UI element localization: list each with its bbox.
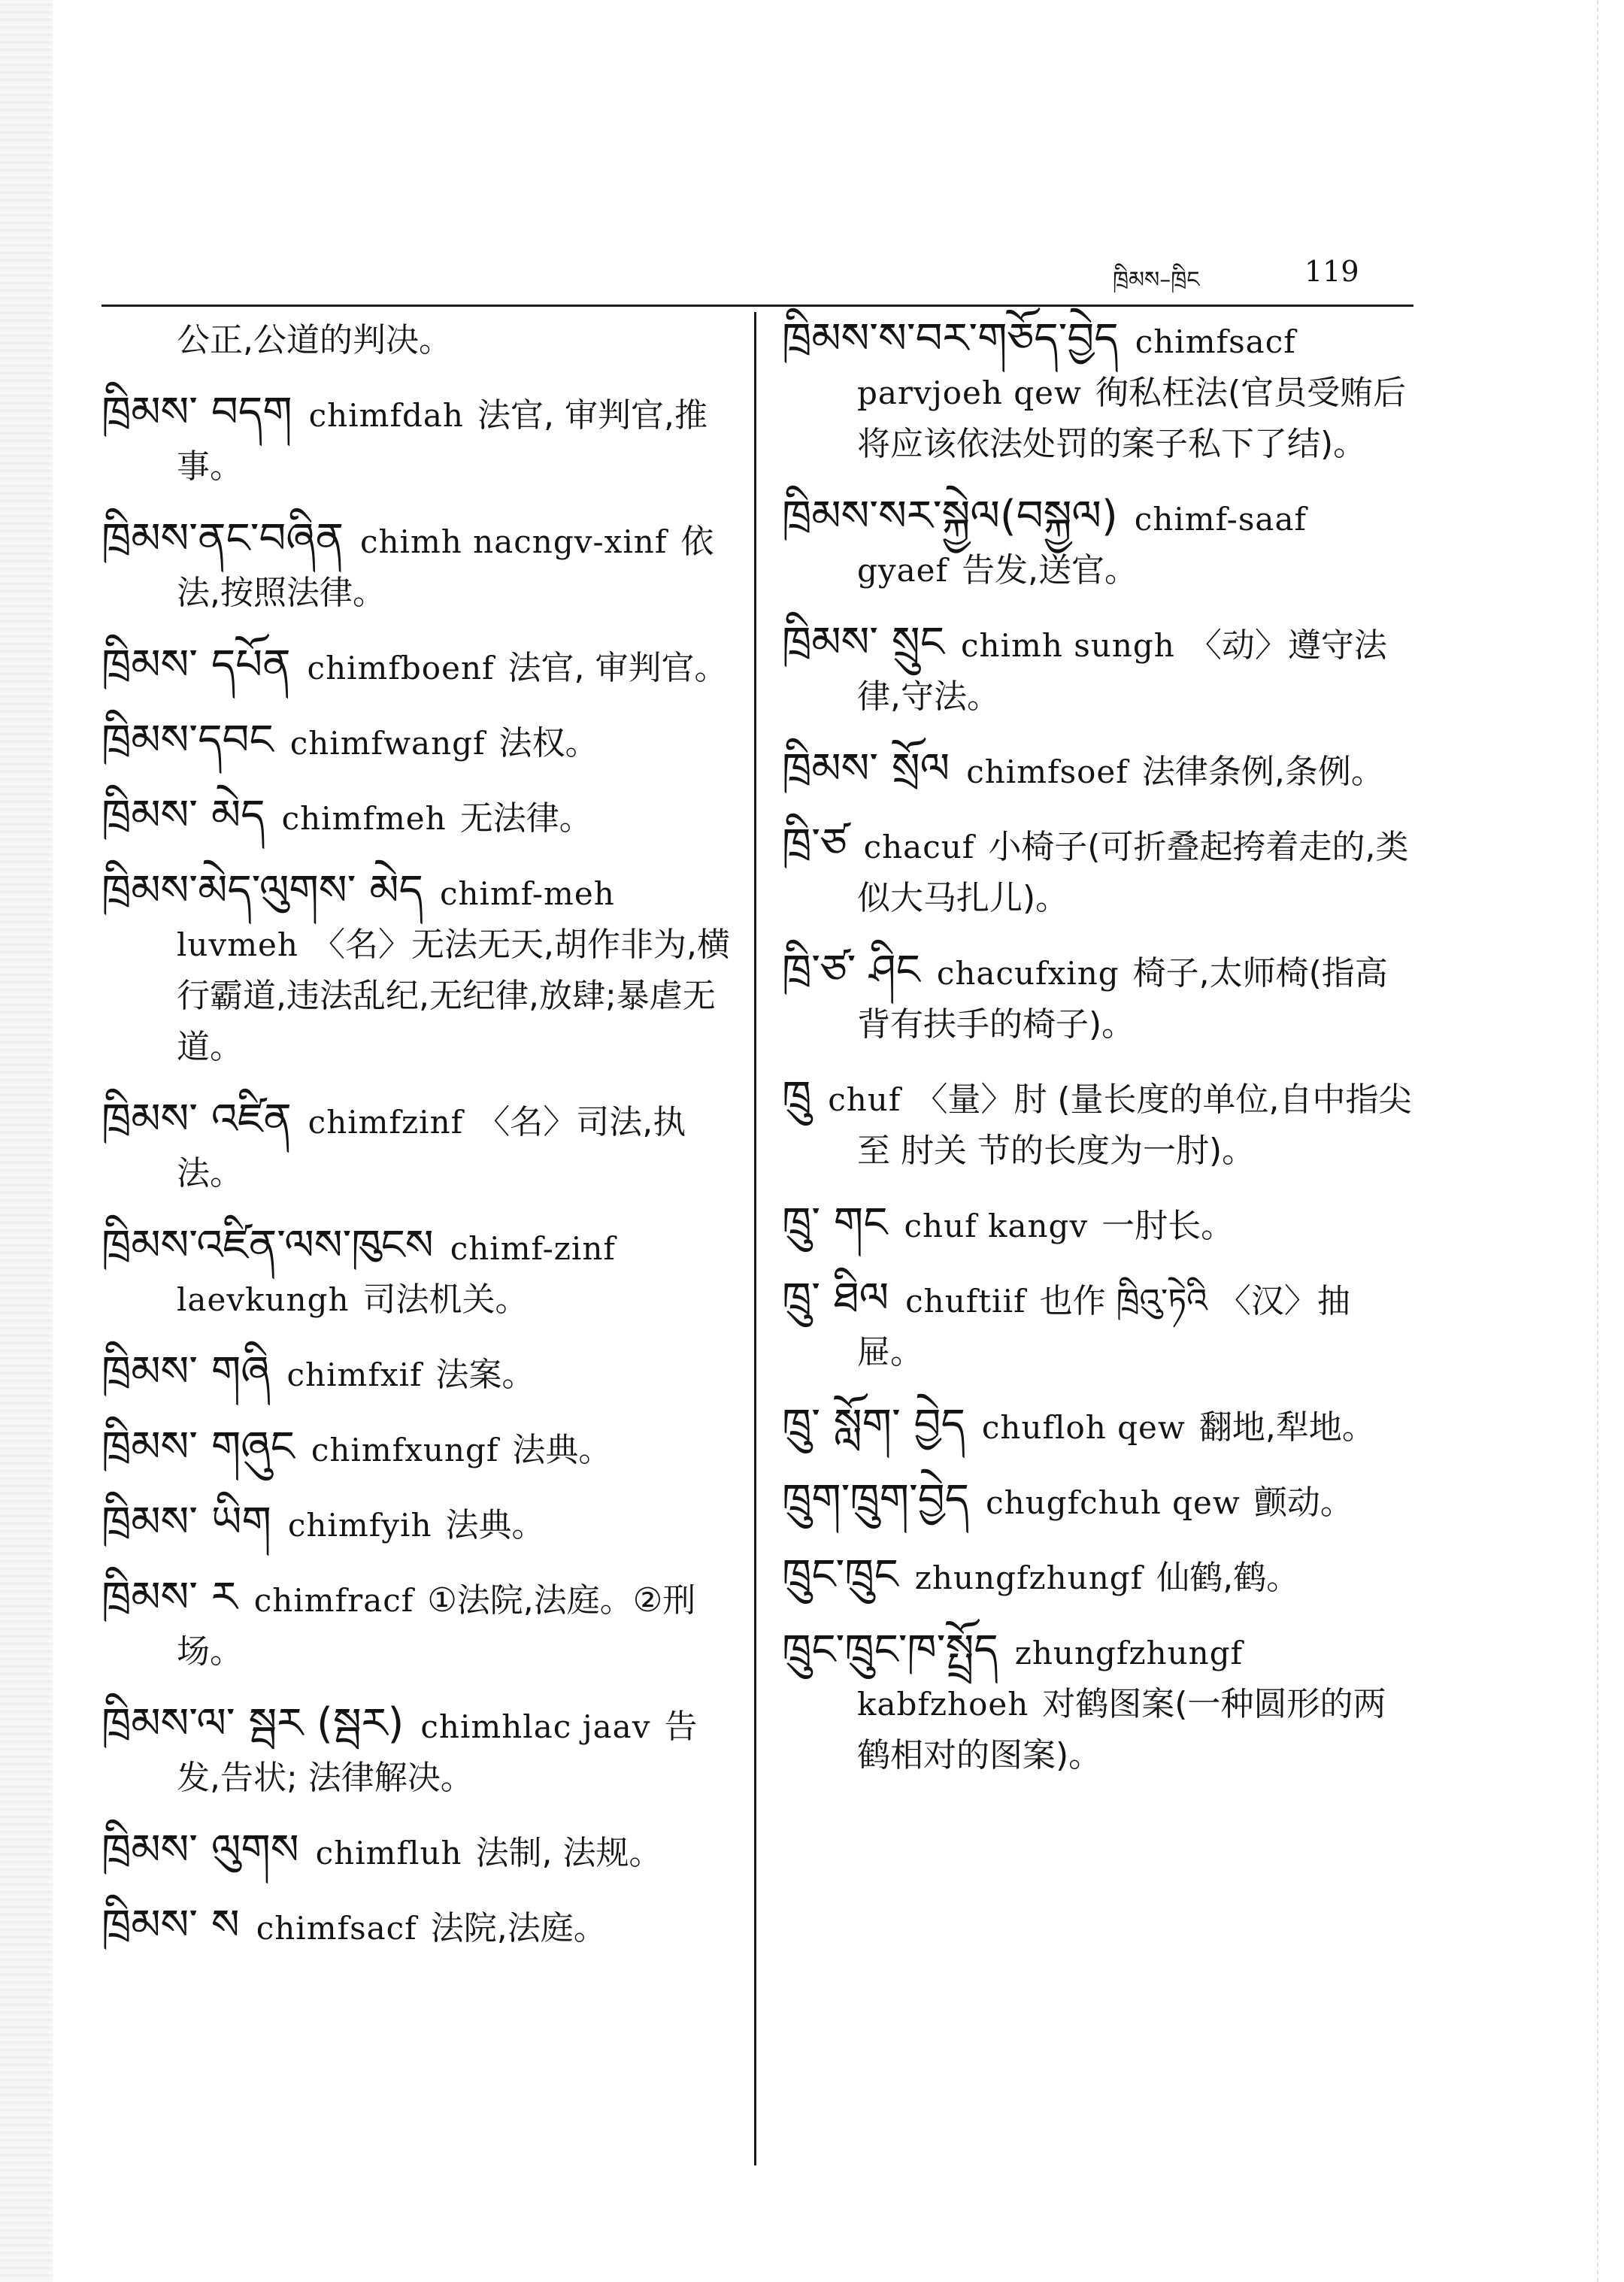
definition: 告发,送官。: [962, 551, 1138, 589]
headword: ཁྲིམས་ལ་ སྦར (སྦར): [102, 1699, 404, 1748]
headword: ཁྲུག་ཁྲུག་བྱེད: [782, 1475, 970, 1524]
definition: 也作 ཁྲིའུ་ཏེའི 〈汉〉抽屉。: [857, 1282, 1350, 1371]
dictionary-entry: [102, 791, 733, 844]
definition: 法制, 法规。: [475, 1834, 662, 1872]
dictionary-entry: [782, 1550, 1413, 1603]
definition: 依法,按照法律。: [177, 523, 714, 612]
dictionary-entry: [782, 820, 1413, 923]
romanization: chimhlac jaav: [420, 1708, 651, 1745]
definition: 法案。: [435, 1356, 535, 1394]
romanization: chimh sungh: [961, 627, 1175, 664]
header-rule: [102, 305, 1413, 307]
romanization: chugfchuh qew: [986, 1484, 1241, 1521]
dictionary-entry: [102, 716, 733, 768]
definition: 颤动。: [1253, 1483, 1353, 1522]
romanization: chuf kangv: [904, 1208, 1089, 1244]
romanization: chimfwangf: [289, 725, 486, 762]
definition: 公正,公道的判决。: [177, 321, 452, 359]
dictionary-entry: [782, 1400, 1413, 1453]
headword: ཁྲིམས་ སྲུང: [782, 618, 944, 667]
dictionary-entry: [782, 946, 1413, 1050]
right-column: [782, 314, 1413, 1803]
romanization: chimfyih: [287, 1507, 432, 1544]
romanization: chimfluh: [315, 1835, 462, 1871]
headword: ཁྲིམས་ སྲོལ: [782, 744, 950, 793]
romanization: chimfmeh: [281, 800, 447, 837]
headword: ཁྲིམས་ དཔོན: [102, 641, 291, 689]
dictionary-entry: [782, 1072, 1413, 1176]
definition: 徇私枉法(官员受贿后将应该依法处罚的案子私下了结)。: [857, 374, 1407, 463]
dictionary-entry: [782, 314, 1413, 469]
dictionary-entry: [102, 514, 733, 618]
romanization: chimfboenf: [307, 650, 495, 686]
guide-words: ཁྲིམས–ཁྲིང: [1113, 267, 1200, 293]
romanization: chacufxing: [936, 955, 1120, 992]
headword: ཁྲིམས་ འཛིན: [102, 1095, 292, 1144]
romanization: chimfsacf parvjoeh qew: [857, 323, 1296, 411]
headword: ཁྲིམས་ནང་བཞིན: [102, 514, 344, 563]
dictionary-entry: [102, 1901, 733, 1953]
dictionary-entry: [102, 388, 733, 492]
definition: 〈量〉肘 (量长度的单位,自中指尖至 肘关 节的长度为一肘)。: [857, 1080, 1412, 1170]
romanization: chimf-zinf laevkungh: [177, 1230, 616, 1318]
dictionary-entry: [102, 1095, 733, 1199]
headword: ཁྲིམས་ གཞུང: [102, 1423, 295, 1471]
romanization: zhungfzhungf: [914, 1559, 1144, 1596]
romanization: chimfdah: [308, 397, 464, 434]
definition: 法律条例,条例。: [1141, 753, 1384, 791]
definition: 〈动〉遵守法律,守法。: [857, 626, 1387, 716]
dictionary-entry: [782, 1475, 1413, 1528]
headword: ཁྲིམས་འཛིན་ལས་ཁུངས: [102, 1221, 434, 1270]
headword: ཁྲི་ཙ: [782, 820, 847, 868]
dictionary-entry: [102, 1498, 733, 1550]
definition: 法官, 审判官,推事。: [177, 396, 707, 486]
headword: ཁྲིམས་ ལུགས: [102, 1826, 299, 1874]
headword: ཁྲིམས་སར་སྐྱེལ(བསྐྱལ): [782, 492, 1118, 541]
dictionary-entry: [782, 744, 1413, 797]
romanization: chimf-meh luvmeh: [177, 875, 615, 963]
dictionary-entry: [782, 492, 1413, 596]
scan-edge-left: [0, 0, 53, 2282]
headword: ཁྲུ: [782, 1072, 812, 1121]
dictionary-entry: [782, 618, 1413, 722]
dictionary-entry: [102, 1347, 733, 1400]
scan-edge-right: [1597, 0, 1624, 2282]
romanization: chimh nacngv-xinf: [359, 523, 668, 560]
headword: ཁྲིམས་ མེད: [102, 791, 265, 840]
romanization: chimfzinf: [308, 1104, 464, 1141]
romanization: chacuf: [863, 829, 975, 865]
headword: ཁྲིམས་མེད་ལུགས་ མེད: [102, 866, 423, 915]
dictionary-entry: [782, 1274, 1413, 1377]
definition: 法典。: [445, 1506, 545, 1544]
definition: 告发,告状; 法律解决。: [177, 1708, 698, 1797]
dictionary-entry: [102, 1699, 733, 1803]
definition: 法典。: [512, 1431, 612, 1469]
headword: ཁྲུ་ ཐིལ: [782, 1274, 889, 1323]
dictionary-entry: [102, 1221, 733, 1325]
headword: ཁྲུ་ གང: [782, 1199, 888, 1247]
definition: 无法律。: [459, 799, 592, 838]
headword: ཁྲིམས་ གཞི: [102, 1347, 271, 1396]
definition: 一肘长。: [1101, 1207, 1235, 1245]
definition: 小椅子(可折叠起挎着走的,类似大马扎儿)。: [857, 828, 1409, 917]
dictionary-entry: [102, 1826, 733, 1878]
headword: ཁྲིམས་ ས: [102, 1901, 240, 1950]
dictionary-entry: [782, 1626, 1413, 1780]
headword: ཁྲིམས་ བདག: [102, 388, 292, 437]
definition: 对鹤图案(一种圆形的两鹤相对的图案)。: [857, 1685, 1386, 1774]
definition: 法官, 审判官。: [508, 649, 728, 687]
dictionary-entry: [102, 866, 733, 1072]
definition: 〈名〉司法,执法。: [177, 1103, 686, 1193]
page-header: [1113, 252, 1368, 293]
headword: ཁྲི་ཙ་ ཤིང: [782, 946, 920, 995]
headword: ཁྲིམས་ས་བར་གཅོད་བྱེད: [782, 314, 1119, 363]
dictionary-entry: [102, 314, 733, 365]
romanization: chimfsacf: [256, 1910, 417, 1947]
headword: ཁྲུང་ཁྲུང: [782, 1550, 898, 1599]
definition: 司法机关。: [362, 1280, 529, 1319]
romanization: chimfxif: [286, 1356, 423, 1393]
headword: ཁྲིམས་ ར: [102, 1573, 238, 1622]
dictionary-entry: [102, 1573, 733, 1677]
romanization: chimf-saaf gyaef: [857, 501, 1307, 589]
romanization: chuftiif: [905, 1283, 1026, 1320]
column-divider: [754, 312, 756, 2165]
headword: ཁྲིམས་ ཡིག: [102, 1498, 271, 1547]
definition: 仙鹤,鹤。: [1156, 1559, 1300, 1597]
definition: 〈名〉无法无天,胡作非为,横行霸道,违法乱纪,无纪律,放肆;暴虐无道。: [177, 926, 730, 1066]
dictionary-entry: [782, 1199, 1413, 1251]
definition: 翻地,犁地。: [1198, 1408, 1375, 1447]
definition: 法院,法庭。: [430, 1909, 607, 1947]
headword: ཁྲིམས་དབང: [102, 716, 274, 765]
definition: 法权。: [498, 724, 598, 762]
left-column: [102, 314, 733, 1976]
romanization: chimfracf: [253, 1582, 414, 1619]
headword: ཁྲུ་ སློག་ བྱེད: [782, 1400, 965, 1449]
romanization: chimfxungf: [311, 1432, 499, 1468]
dictionary-entry: [102, 1423, 733, 1475]
page-number: 119: [1304, 255, 1359, 288]
definition: 椅子,太师椅(指高背有扶手的椅子)。: [857, 954, 1388, 1044]
romanization: chufloh qew: [981, 1409, 1186, 1446]
romanization: chimfsoef: [966, 753, 1129, 790]
dictionary-entry: [102, 641, 733, 693]
romanization: chuf: [828, 1081, 901, 1118]
definition: ①法院,法庭。②刑场。: [177, 1581, 696, 1671]
romanization: zhungfzhungf kabfzhoeh: [857, 1635, 1244, 1723]
headword: ཁྲུང་ཁྲུང་ཁ་སྤྲོད: [782, 1626, 998, 1674]
